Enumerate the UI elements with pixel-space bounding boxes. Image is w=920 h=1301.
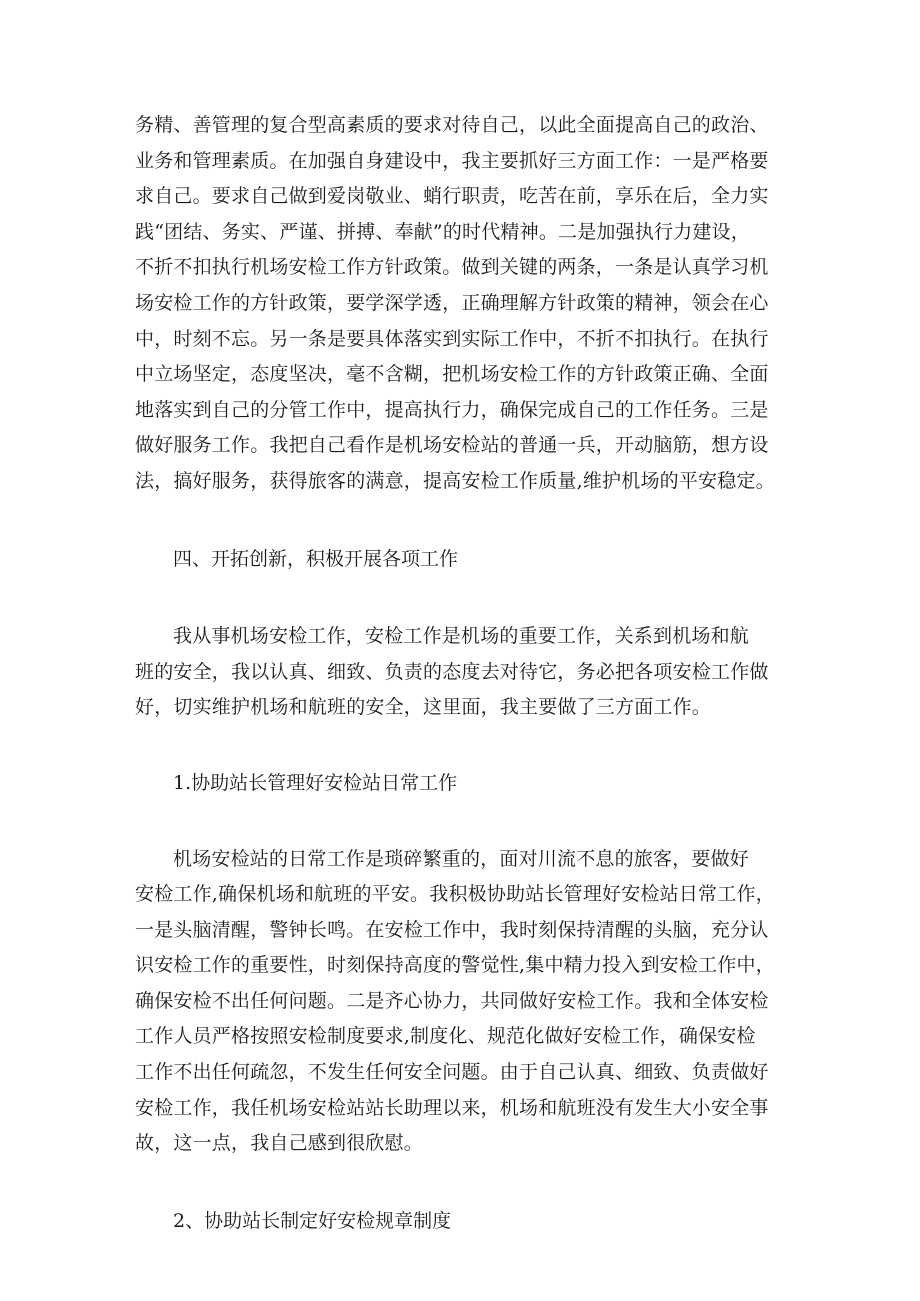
section-heading-4: 四、开拓创新，积极开展各项工作 (173, 547, 459, 570)
text-line: 班的安全，我以认真、细致、负责的态度去对待它，务必把各项安检工作做 (135, 660, 769, 683)
subheading-2: 2、协助站长制定好安检规章制度 (173, 1209, 452, 1232)
text-line: 中立场坚定，态度坚决，毫不含糊，把机场安检工作的方针政策正确、全面 (135, 363, 769, 386)
text-line: 确保安检不出任何问题。二是齐心协力，共同做好安检工作。我和全体安检 (135, 989, 769, 1012)
text-line: 工作人员严格按照安检制度要求,制度化、规范化做好安检工作，确保安检 (135, 1025, 756, 1048)
text-line: 工作不出任何疏忽，不发生任何安全问题。由于自己认真、细致、负责做好 (135, 1061, 769, 1084)
subheading-1: 1.协助站长管理好安检站日常工作 (173, 771, 458, 794)
text-line: 业务和管理素质。在加强自身建设中，我主要抓好三方面工作：一是严格要 (135, 149, 769, 172)
text-line: 安检工作，我任机场安检站站长助理以来，机场和航班没有发生大小安全事 (135, 1096, 769, 1119)
text-line: 机场安检站的日常工作是琐碎繁重的，面对川流不息的旅客，要做好 (173, 847, 750, 870)
text-line: 安检工作,确保机场和航班的平安。我积极协助站长管理好安检站日常工作， (135, 883, 775, 906)
document-page (135, 108, 795, 1239)
paragraph-security-intro (135, 619, 795, 726)
text-line: 不折不扣执行机场安检工作方针政策。做到关键的两条，一条是认真学习机 (135, 256, 769, 279)
text-line: 故，这一点，我自己感到很欣慰。 (135, 1132, 424, 1155)
text-line: 求自己。要求自己做到爱岗敬业、蛸行职责，吃苦在前，享乐在后，全力实 (135, 185, 769, 208)
paragraph-self-discipline (135, 108, 795, 500)
text-line: 好，切实维护机场和航班的安全，这里面，我主要做了三方面工作。 (135, 696, 712, 719)
text-line: 场安检工作的方针政策，要学深学透，正确理解方针政策的精神，领会在心 (135, 291, 769, 314)
text-line: 务精、善管理的复合型高素质的要求对待自己，以此全面提高自己的政治、 (135, 114, 769, 136)
paragraph-daily-work (135, 842, 795, 1162)
text-line: 中，时刻不忘。另一条是要具体落实到实际工作中，不折不扣执行。在执行 (135, 327, 769, 350)
text-line: 法，搞好服务，获得旅客的满意，提高安检工作质量,维护机场的平安稳定。 (135, 469, 775, 492)
text-line: 我从事机场安检工作，安检工作是机场的重要工作，关系到机场和航 (173, 625, 750, 648)
text-line: 识安检工作的重要性，时刻保持高度的警觉性,集中精力投入到安检工作中， (135, 954, 775, 977)
text-line: 地落实到自己的分管工作中，提高执行力，确保完成自己的工作任务。三是 (135, 398, 769, 421)
text-line: 做好服务工作。我把自己看作是机场安检站的普通一兵，开动脑筋，想方设 (135, 434, 769, 457)
text-line: 一是头脑清醒，警钟长鸣。在安检工作中，我时刻保持清醒的头脑，充分认 (135, 918, 769, 941)
text-line: 践“团结、务实、严谨、拼搏、奉献”的时代精神。二是加强执行力建设， (135, 220, 751, 243)
